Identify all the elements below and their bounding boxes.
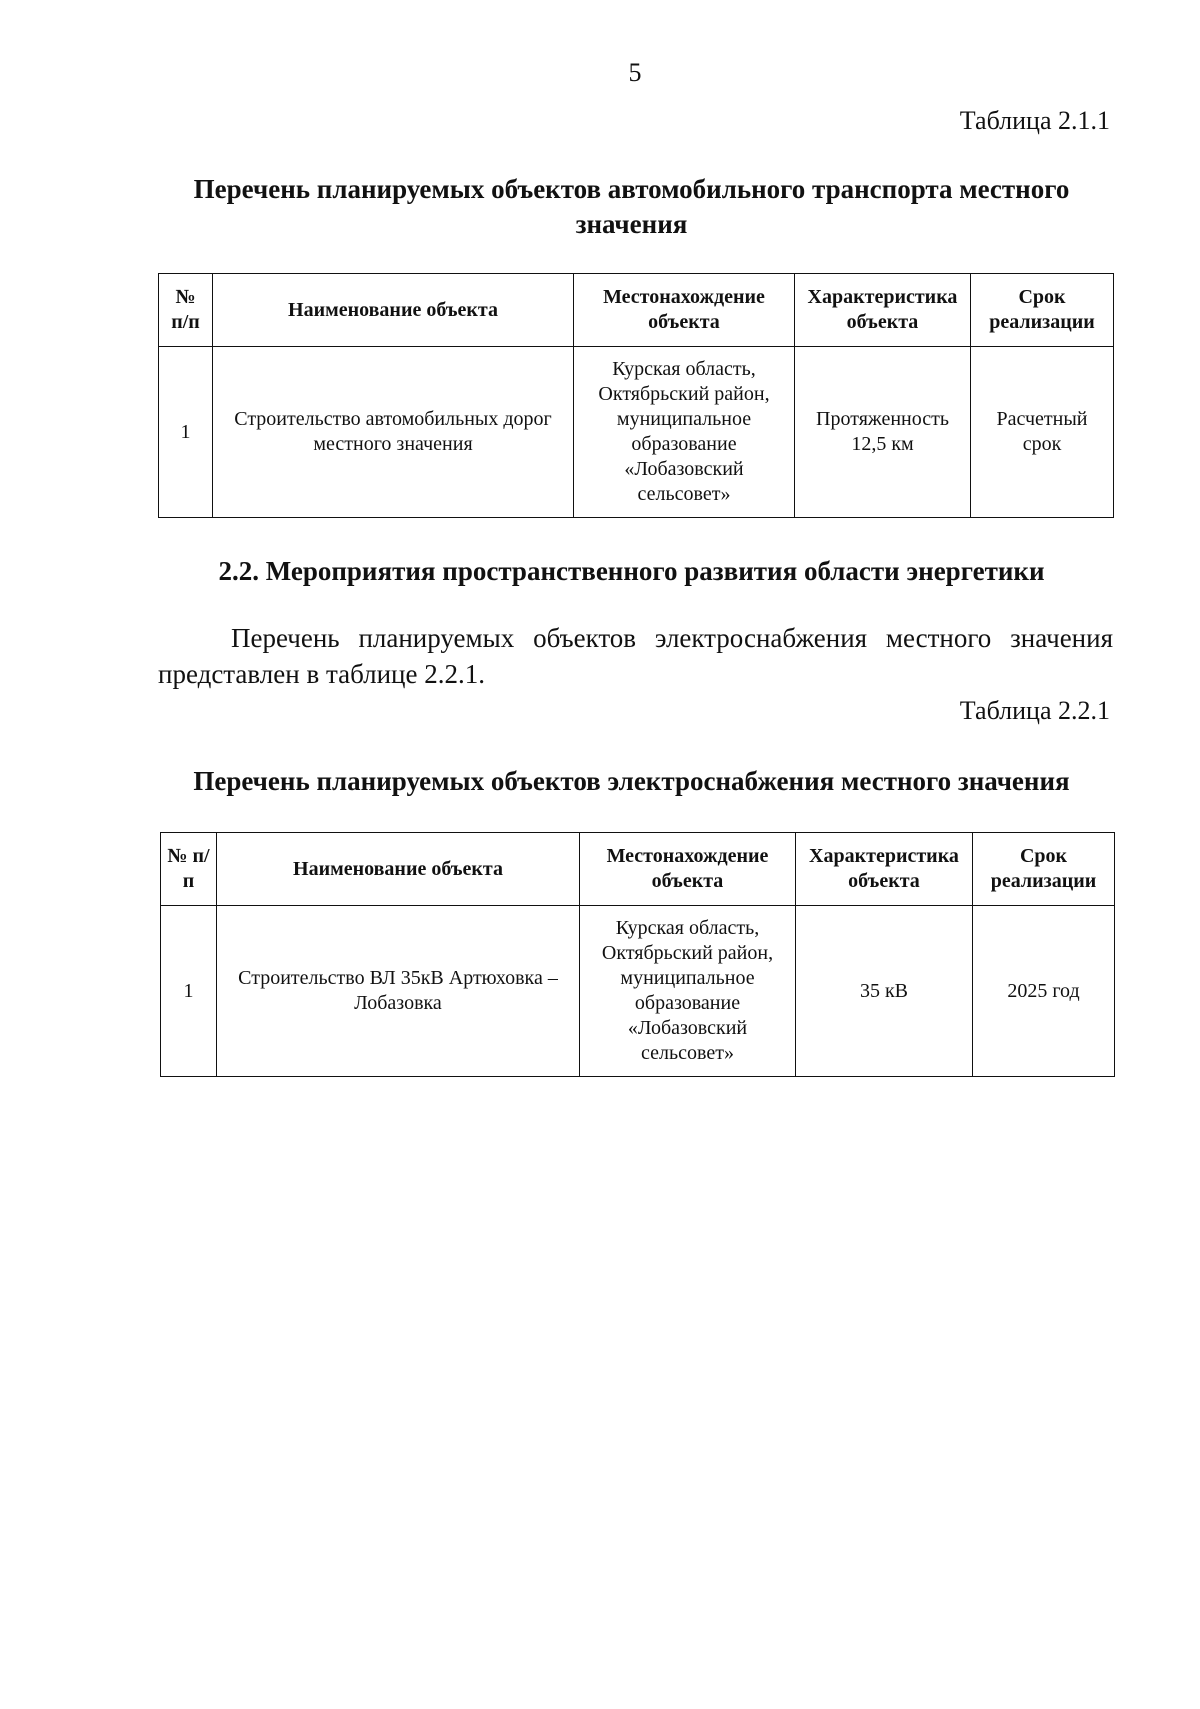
column-header-location: Местонахождение объекта xyxy=(580,833,796,906)
section-heading-energy: 2.2. Мероприятия пространственного развития области энергетики xyxy=(218,556,1045,586)
power-objects-table xyxy=(160,832,1115,1077)
column-header-name: Наименование объекта xyxy=(217,833,580,906)
cell-name: Строительство ВЛ 35кВ Артюховка – Лобазовка xyxy=(217,906,580,1077)
table-title-transport: Перечень планируемых объектов автомобильного транспорта местного значения xyxy=(193,174,1070,239)
column-header-location: Местонахождение объекта xyxy=(574,274,795,347)
table-row xyxy=(161,906,1115,1077)
transport-objects-table xyxy=(158,273,1114,518)
cell-name: Строительство автомобильных дорог местного значения xyxy=(213,347,574,518)
page-number: 5 xyxy=(628,58,642,87)
table-title-power: Перечень планируемых объектов электроснабжения местного значения xyxy=(193,766,1070,796)
cell-number: 1 xyxy=(161,906,217,1077)
section-paragraph: Перечень планируемых объектов электроснабжения местного значения представлен в таблице 2.2.1. xyxy=(158,623,1113,689)
column-header-number: № п/п xyxy=(161,833,217,906)
cell-number: 1 xyxy=(159,347,213,518)
column-header-name: Наименование объекта xyxy=(213,274,574,347)
column-header-number: № п/п xyxy=(159,274,213,347)
table-header-row xyxy=(159,274,1114,347)
table-caption-2-2-1: Таблица 2.2.1 xyxy=(959,696,1110,725)
cell-term: Расчетный срок xyxy=(971,347,1114,518)
cell-characteristic: 35 кВ xyxy=(796,906,973,1077)
column-header-characteristic: Характеристика объекта xyxy=(796,833,973,906)
table-caption-2-1-1: Таблица 2.1.1 xyxy=(959,106,1110,135)
table-row xyxy=(159,347,1114,518)
table-header-row xyxy=(161,833,1115,906)
cell-term: 2025 год xyxy=(973,906,1115,1077)
cell-location: Курская область, Октябрьский район, муниципальное образование «Лобазовский сельсовет» xyxy=(580,906,796,1077)
cell-location: Курская область, Октябрьский район, муниципальное образование «Лобазовский сельсовет» xyxy=(574,347,795,518)
column-header-term: Срок реализации xyxy=(973,833,1115,906)
column-header-characteristic: Характеристика объекта xyxy=(795,274,971,347)
column-header-term: Срок реализации xyxy=(971,274,1114,347)
cell-characteristic: Протяженность 12,5 км xyxy=(795,347,971,518)
